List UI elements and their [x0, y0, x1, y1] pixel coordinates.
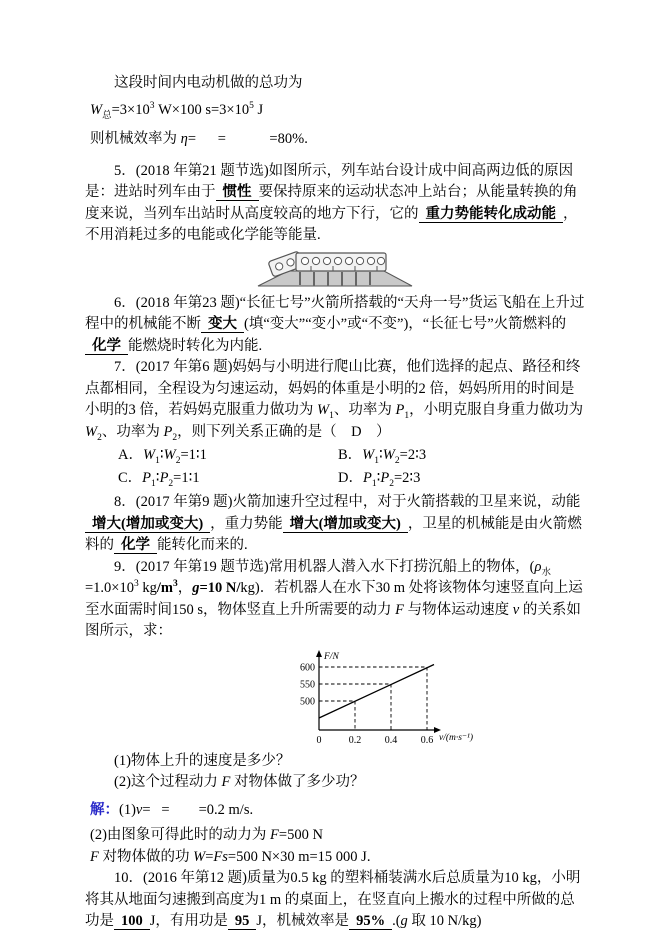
question-9: 9．(2017 年第19 题节选)常用机器人潜入水下打捞沉船上的物体，($\rho_水=1.0\times 10^3$ $kg/m^3$，g=10 N/kg)．若机器人在水下30 m 处将该物体匀速竖直向上运至水面需时间150 s，物体竖直上升所需要的动力 F 与物体运动速度 v 的关系如图所示，求： — [85, 558, 583, 639]
x-tick-06: 0.6 — [420, 734, 434, 746]
x-tick-04: 0.4 — [384, 734, 398, 746]
x-tick-0: 0 — [316, 734, 322, 746]
train-platform-figure — [85, 248, 585, 290]
question-7-options — [85, 444, 585, 490]
solution-line-1: 解：(1)v= = =0.2 m/s. — [90, 801, 254, 818]
solution-line-3: F 对物体做的功 W=Fs=500 N×30 m=15 000 J. — [90, 848, 371, 865]
formula-total-work: $W_总=3\times 10^3$ W×100 $s=3\times 10^5$ J — [90, 100, 264, 121]
solution-line-2: (2)由图象可得此时的动力为 F=500 N — [90, 827, 323, 843]
question-8: 8．(2017 年第9 题)火箭加速升空过程中，对于火箭搭载的卫星来说，动能增大(增加或变大) ，重力势能 增大(增加或变大) ，卫星的机械能是由火箭燃料的 化学 能转化而来的. — [85, 494, 582, 553]
paragraph-total-work-intro: 这段时间内电动机做的总功为 — [114, 75, 303, 91]
x-axis-label: v/(m·s⁻¹) — [439, 732, 473, 743]
formula-efficiency: 则机械效率为 η= = =80%. — [90, 131, 308, 147]
dashed-guides — [319, 667, 427, 730]
question-9-sub2: (2)这个过程动力 F 对物体做了多少功？ — [114, 774, 365, 790]
train-illustration — [256, 248, 414, 290]
y-tick-600: 600 — [300, 662, 315, 673]
question-10: 10．(2016 年第12 题)质量为0.5 kg 的塑料桶装满水后总质量为10 kg，小明将其从地面匀速搬到高度为1 m 的桌面上，在竖直向上搬水的过程中所做的总功是 100 J，有用功是 95 J，机械效率是 95% .(g 取 10 N/kg) — [85, 870, 581, 929]
option-b: B．$W_1∶W_2=2∶3$ — [338, 447, 427, 466]
option-d: D．$P_1∶P_2=2∶3$ — [338, 470, 421, 489]
train-body — [296, 253, 386, 271]
option-a: A．$W_1∶W_2=1∶1$ — [118, 447, 207, 466]
y-axis-arrow-icon — [316, 650, 322, 657]
y-tick-550: 550 — [300, 679, 315, 690]
option-c: C．$P_1∶P_2=1∶1$ — [118, 470, 200, 489]
force-velocity-graph — [287, 648, 477, 749]
x-tick-02: 0.2 — [348, 734, 362, 746]
question-5: 5．(2018 年第21 题节选)如图所示，列车站台设计成中间高两边低的原因是：进站时列车由于 惯性 要保持原来的运动状态冲上站台；从能量转换的角度来说，当列车出站时从高度较高的地方下行，它的 重力势能转化成动能 ，不用消耗过多的电能或化学能等能量. — [85, 162, 578, 243]
data-line — [319, 664, 434, 718]
y-axis-label: F/N — [324, 651, 339, 662]
question-7: 7．(2017 年第6 题)妈妈与小明进行爬山比赛，他们选择的起点、路径和终点都相同，全程设为匀速运动，妈妈的体重是小明的2 倍，妈妈所用的时间是小明的3 倍，若妈妈克服重力做功为 $W_1$、功率为 $P_1$，小明克服自身重力做功为 $W_2$、功率为 $P_2$，则下列关系正确的是（ D ） — [85, 359, 587, 443]
question-6: 6．(2018 年第23 题)“长征七号”火箭所搭载的“天舟一号”货运飞船在上升过程中的机械能不断 变大 (填“变大”“变小”或“不变”)，“长征七号”火箭燃料的化学 能燃烧时转化为内能. — [85, 294, 585, 354]
question-9-sub1: (1)物体上升的速度是多少？ — [114, 752, 291, 769]
force-velocity-chart — [287, 648, 585, 749]
y-tick-500: 500 — [300, 696, 315, 707]
